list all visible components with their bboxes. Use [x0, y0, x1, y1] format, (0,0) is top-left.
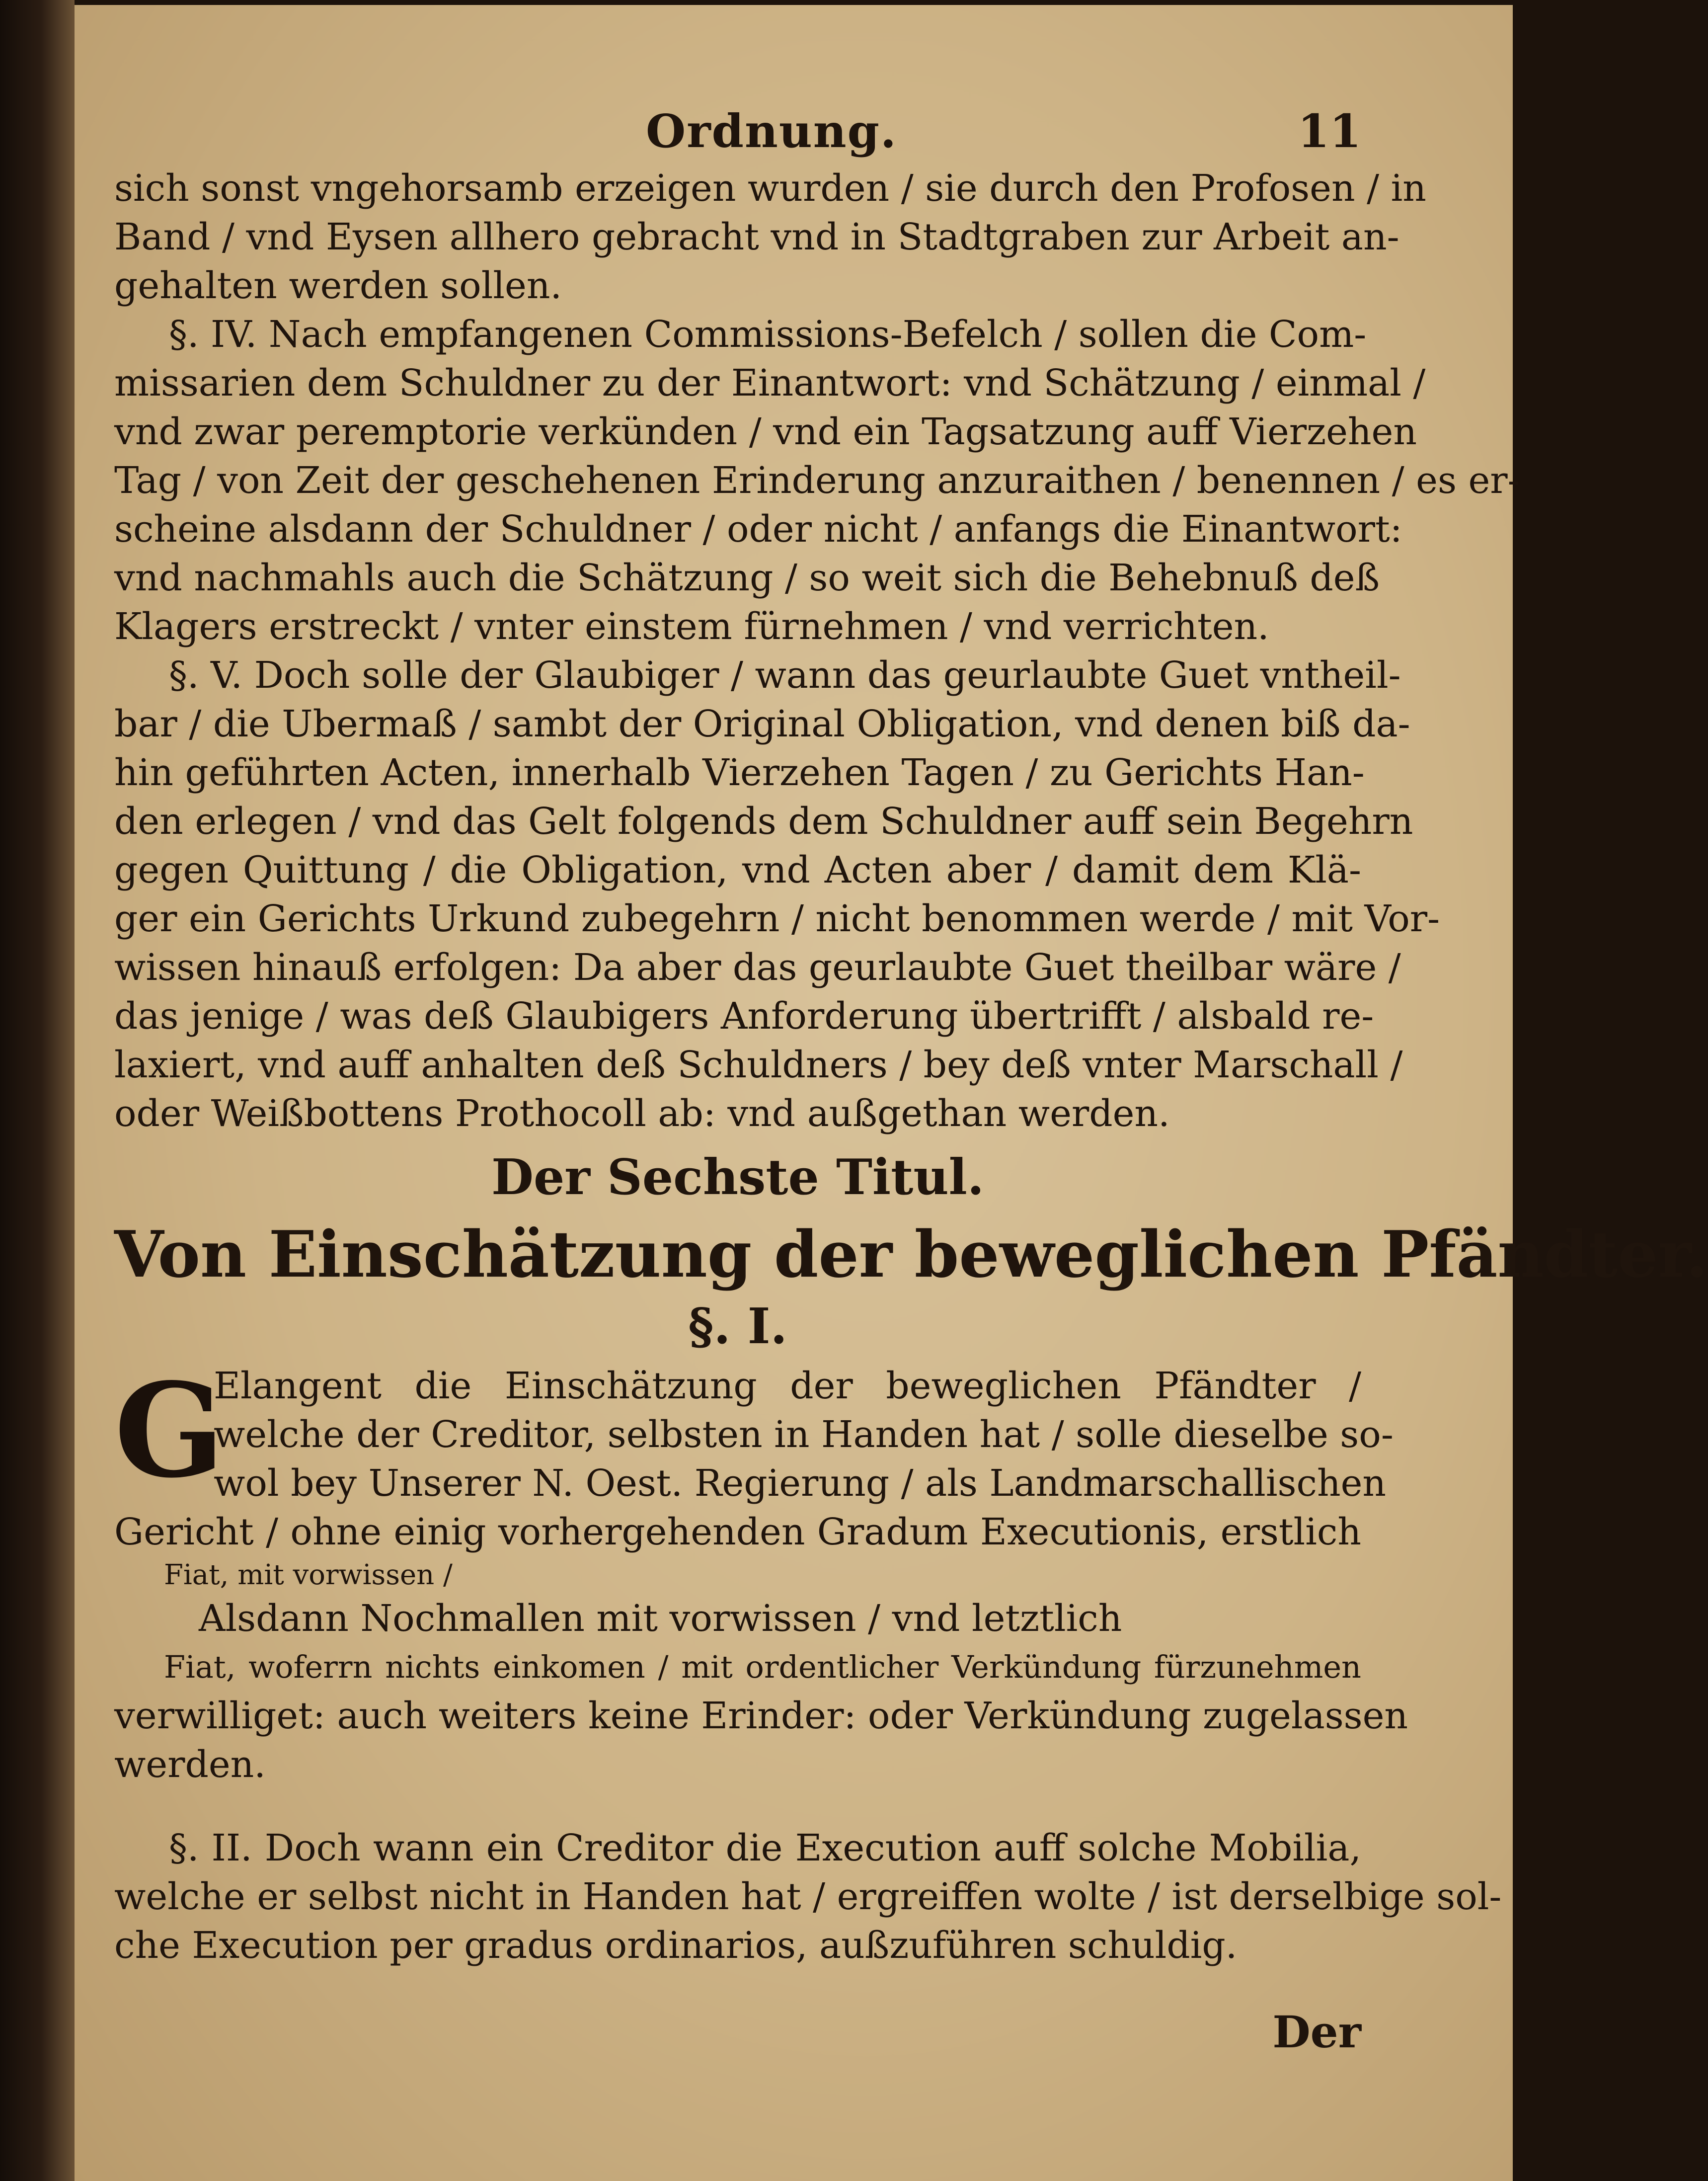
text-line: §. II. Doch wann ein Creditor die Execution auff solche Mobilia, — [169, 1827, 1361, 1869]
text-line: missarien dem Schuldner zu der Einantwort: vnd Schätzung / einmal / — [114, 362, 1426, 404]
paragraph-continuation — [114, 164, 1426, 310]
text-line: bar / die Ubermaß / sambt der Original Obligation, vnd denen biß da- — [114, 703, 1410, 745]
running-title: Ordnung. — [646, 104, 897, 158]
text-line: das jenige / was deß Glaubigers Anforderung übertrifft / alsbald re- — [114, 995, 1374, 1038]
section-number: §. I. — [688, 1298, 787, 1355]
text-line: welche er selbst nicht in Handen hat / ergreiffen wolte / ist derselbige sol- — [114, 1875, 1502, 1918]
text-line: welche der Creditor, selbsten in Handen hat / solle dieselbe so- — [214, 1413, 1394, 1456]
text-line: Tag / von Zeit der geschehenen Erinderung anzuraithen / benennen / es er- — [114, 459, 1520, 502]
text-line: den erlegen / vnd das Gelt folgends dem Schuldner auff sein Begehrn — [114, 800, 1413, 843]
text-line: werden. — [114, 1743, 266, 1786]
catchword: Der — [1272, 2006, 1361, 2058]
text-line: §. V. Doch solle der Glaubiger / wann das geurlaubte Guet vntheil- — [169, 654, 1401, 697]
chapter-title: Von Einschätzung der beweglichen Pfändter. — [114, 1217, 1708, 1292]
text-line: che Execution per gradus ordinarios, außzuführen schuldig. — [114, 1924, 1238, 1967]
text-line: sich sonst vngehorsamb erzeigen wurden / sie durch den Profosen / in — [114, 167, 1426, 210]
text-line: wol bey Unserer N. Oest. Regierung / als Landmarschallischen — [214, 1462, 1387, 1505]
catchword-block — [114, 2008, 1361, 2056]
text-line: gegen Quittung / die Obligation, vnd Acten aber / damit dem Klä- — [114, 849, 1361, 891]
paragraph-section-i — [114, 1355, 1408, 1789]
text-line: wissen hinauß erfolgen: Da aber das geurlaubte Guet theilbar wäre / — [114, 946, 1401, 989]
text-line: Alsdann Nochmallen mit vorwissen / vnd letztlich — [199, 1597, 1122, 1640]
text-line: gehalten werden sollen. — [114, 264, 562, 307]
text-line: laxiert, vnd auff anhalten deß Schuldners / bey deß vnter Marschall / — [114, 1044, 1403, 1086]
text-line: §. IV. Nach empfangenen Commissions-Befelch / sollen die Com- — [169, 313, 1367, 356]
text-line: Elangent die Einschätzung der beweglichen Pfändter / — [214, 1365, 1361, 1407]
paragraph-section-ii — [114, 1824, 1502, 1970]
text-line: oder Weißbottens Prothocoll ab: vnd außgethan werden. — [114, 1092, 1170, 1135]
paragraph-section-v — [114, 651, 1440, 1138]
text-line: hin geführten Acten, innerhalb Vierzehen Tagen / zu Gerichts Han- — [114, 751, 1365, 794]
running-header — [114, 104, 1361, 164]
paragraph-section-iv — [114, 310, 1520, 651]
marginal-note: Fiat, mit vorwissen / — [164, 1559, 453, 1591]
section-headings — [114, 1143, 1708, 1357]
text-line: Klagers erstreckt / vnter einstem fürnehmen / vnd verrichten. — [114, 605, 1269, 648]
text-line: ger ein Gerichts Urkund zubegehrn / nicht benommen werde / mit Vor- — [114, 897, 1440, 940]
text-line: scheine alsdann der Schuldner / oder nicht / anfangs die Einantwort: — [114, 508, 1402, 551]
chapter-heading: Der Sechste Titul. — [491, 1149, 985, 1206]
decorated-initial: G — [114, 1355, 225, 1507]
text-line: verwilliget: auch weiters keine Erinder: oder Verkündung zugelassen — [114, 1695, 1408, 1737]
text-line: Band / vnd Eysen allhero gebracht vnd in Stadtgraben zur Arbeit an- — [114, 216, 1399, 258]
text-line: Fiat, woferrn nichts einkomen / mit ordentlicher Verkündung fürzunehmen — [164, 1649, 1361, 1685]
page-number: 11 — [1297, 104, 1361, 158]
book-gutter — [0, 0, 75, 2181]
text-line: vnd zwar peremptorie verkünden / vnd ein Tagsatzung auff Vierzehen — [114, 410, 1417, 453]
text-line: Gericht / ohne einig vorhergehenden Gradum Executionis, erstlich — [114, 1511, 1361, 1553]
text-line: vnd nachmahls auch die Schätzung / so weit sich die Behebnuß deß — [114, 557, 1380, 599]
